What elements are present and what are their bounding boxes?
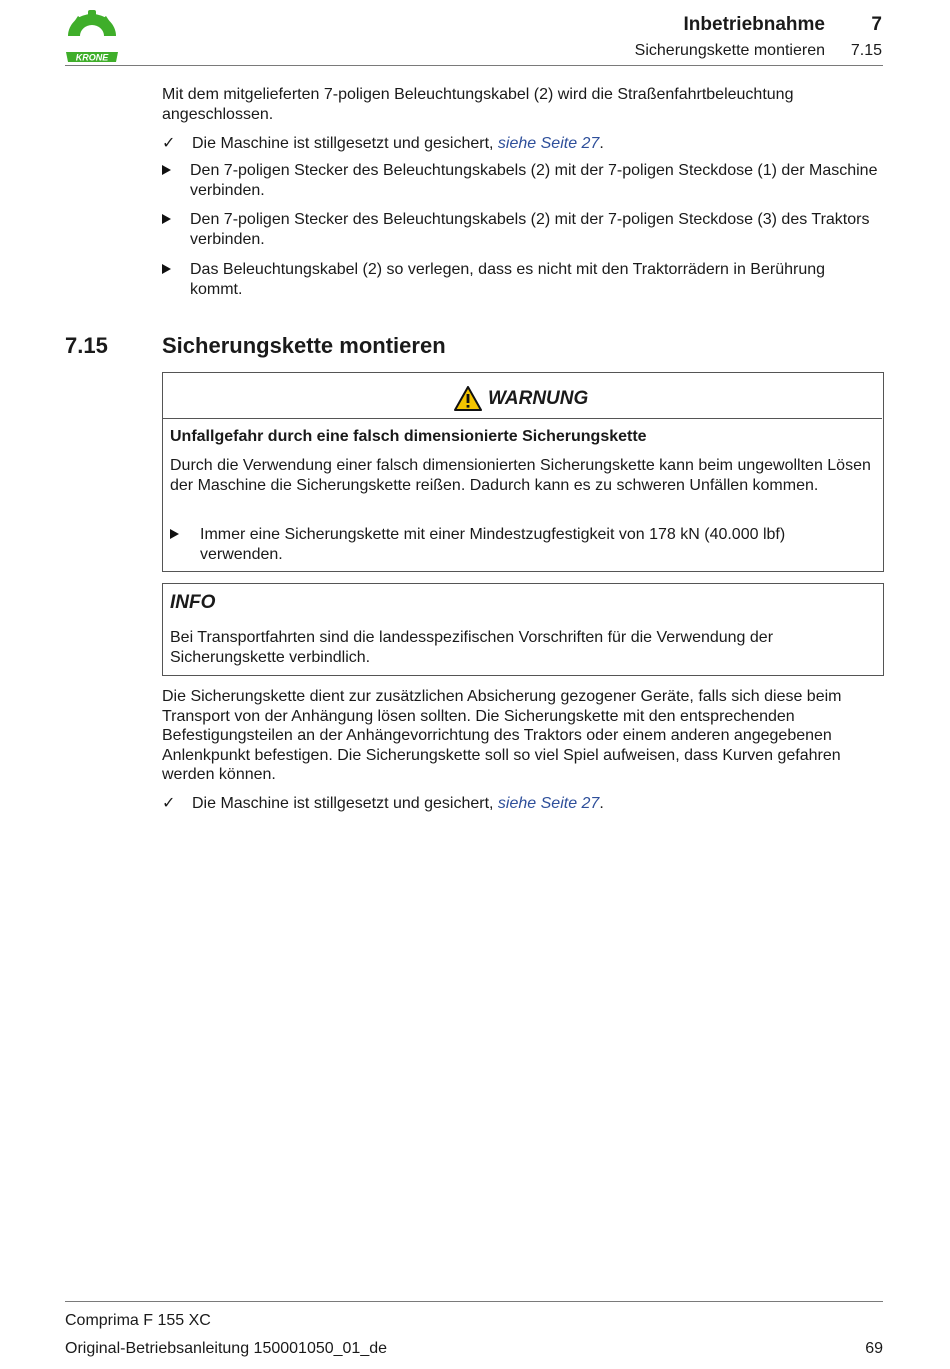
body-paragraph: Die Sicherungskette dient zur zusätzlichen Absicherung gezogener Geräte, falls sich diese beim Transport von der Anhängung lösen sollten. Die Sicherungskette mit den entsprechenden Befestigungsteilen an der Anhängevorrichtung des Traktors oder einem anderen angegebenen Anlenkpunkt befestigen. Die Sicherungskette soll so viel Spiel aufweisen, dass Kurven gefahren werden können. [162, 688, 842, 784]
footer-model: Comprima F 155 XC [65, 1312, 211, 1329]
krone-logo [64, 8, 120, 64]
page-link[interactable]: siehe Seite 27 [497, 795, 600, 812]
step-text: Das Beleuchtungskabel (2) so verlegen, dass es nicht mit den Traktorrädern in Berührung kommt. [190, 261, 826, 298]
footer-divider [65, 1301, 883, 1302]
header-divider [65, 65, 883, 66]
checkmark-icon: ✓ [162, 795, 176, 812]
bullet-triangle-icon [162, 210, 186, 230]
warning-triangle-icon [454, 386, 482, 411]
bullet-triangle-icon [162, 260, 186, 280]
svg-text:KRONE: KRONE [75, 52, 109, 63]
warning-text: Durch die Verwendung einer falsch dimensionierten Sicherungskette kann beim ungewollten Lösen der Maschine die Sicherungskette reißen. Dadurch kann es zu schweren Unfällen kommen. [170, 457, 871, 494]
step-text: Den 7-poligen Stecker des Beleuchtungskabels (2) mit der 7-poligen Steckdose (3) des Traktors verbinden. [190, 211, 870, 248]
step-text: Den 7-poligen Stecker des Beleuchtungskabels (2) mit der 7-poligen Steckdose (1) der Maschine verbinden. [190, 162, 878, 199]
chapter-number: 7 [871, 14, 882, 35]
step-text: Immer eine Sicherungskette mit einer Mindestzugfestigkeit von 178 kN (40.000 lbf) verwenden. [200, 526, 786, 563]
intro-paragraph: Mit dem mitgelieferten 7-poligen Beleuchtungskabel (2) wird die Straßenfahrtbeleuchtung angeschlossen. [162, 86, 794, 123]
bullet-triangle-icon [162, 161, 186, 181]
checkmark-icon: ✓ [162, 135, 176, 152]
footer-document-id: Original-Betriebsanleitung 150001050_01_de [65, 1340, 388, 1357]
info-label: INFO [170, 592, 216, 613]
page-link[interactable]: siehe Seite 27 [497, 135, 600, 152]
warning-heading: Unfallgefahr durch eine falsch dimensionierte Sicherungskette [170, 428, 647, 445]
section-title: Sicherungskette montieren [162, 333, 446, 358]
precondition-text: Die Maschine ist stillgesetzt und gesichert, [192, 795, 498, 812]
bullet-triangle-icon [170, 525, 194, 545]
page-number: 69 [865, 1340, 883, 1357]
section-number: 7.15 [65, 333, 108, 358]
header-section-title: Sicherungskette montieren [634, 42, 825, 59]
precondition-text: Die Maschine ist stillgesetzt und gesichert, [192, 135, 498, 152]
warning-label: WARNUNG [488, 388, 589, 409]
info-text: Bei Transportfahrten sind die landesspezifischen Vorschriften für die Verwendung der Sicherungskette verbindlich. [170, 629, 774, 666]
header-section-number: 7.15 [850, 42, 882, 59]
chapter-title: Inbetriebnahme [683, 14, 825, 35]
